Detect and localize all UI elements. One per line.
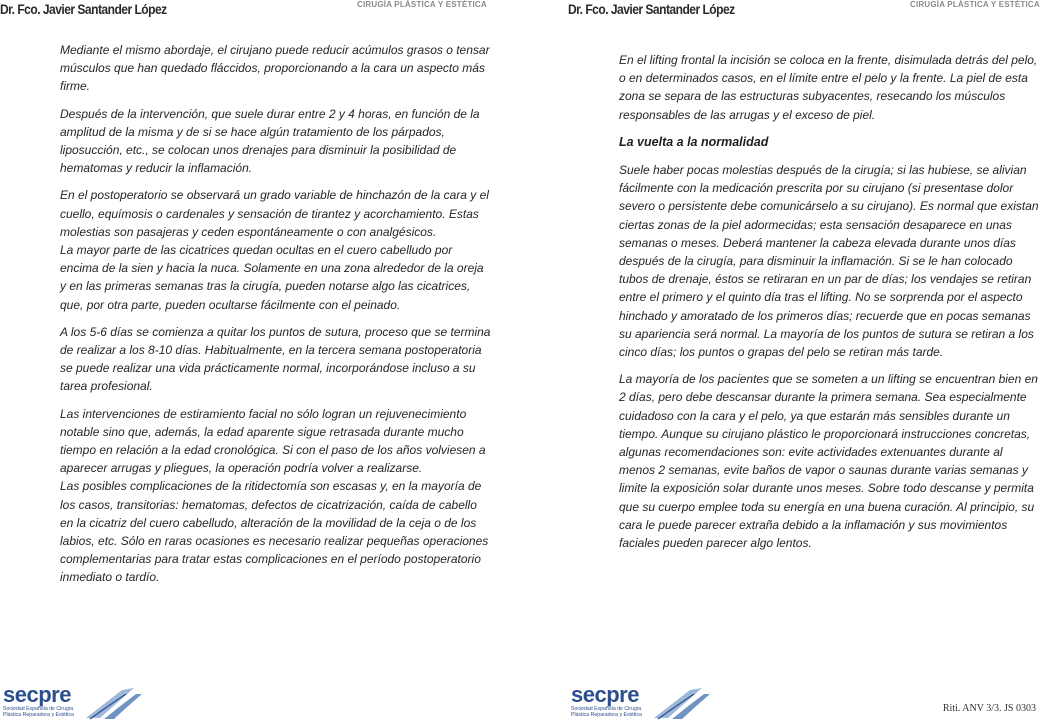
paragraph: Las posibles complicaciones de la ritidectomía son escasas y, en la mayoría de los casos, transitorias: hematomas, defectos de cicatrización, caída de cabello en la cicatriz del cuero cabelludo, alteración de la movilidad de la ceja o de los labios, etc. Sólo en raras ocasiones es necesario realizar pequeñas operaciones complementarias para tratar estas complicaciones en el período postoperatorio inmediato o tardío. [60, 479, 489, 585]
section-heading: La vuelta a la normalidad [619, 134, 769, 149]
paragraph: Mediante el mismo abordaje, el cirujano puede reducir acúmulos grasos o tensar músculos que han quedado fláccidos, proporcionando a la cara un aspecto más firme. [60, 43, 490, 94]
paragraph: En el postoperatorio se observará un grado variable de hinchazón de la cara y el cuello, equímosis o cardenales y sensación de tirantez y acorchamiento. Estas molestias son pasajeras y ceden espontáneamente o con analgésicos. [60, 188, 489, 239]
right-body-text [619, 51, 1040, 561]
paragraph: Suele haber pocas molestias después de la cirugía; si las hubiese, se alivian fácilmente con la medicación prescrita por su cirujano (si presentase dolor severo o persistente debe comunicárselo a su cirujano). Es normal que existan ciertas zonas de la piel adormecidas; esta sensación desaparece en unas semanas o meses. Deberá mantener la cabeza elevada durante unos días después de la cirugía, para disminuir la inflamación. Si se le han colocado tubos de drenaje, éstos se retiraran en un par de días; los vendajes se retiran entre el primero y el quinto día tras el lifting. No se sorprenda por el aspecto hinchado y amoratado de los primeros días; recuerde que en pocas semanas su apariencia será normal. La mayoría de los puntos de sutura se retiran a los cinco días; los puntos o grapas del pelo se retiran más tarde. [619, 163, 1039, 360]
secpre-logo-mark-icon [650, 686, 712, 720]
doctor-name: Dr. Fco. Javier Santander López [0, 1, 167, 17]
specialty-label: CIRUGÍA PLÁSTICA Y ESTÉTICA [357, 0, 487, 9]
document-reference: Riti. ANV 3/3. JS 0303 [942, 703, 1036, 714]
logo-subtitle: Plástica Reparadora y Estética [571, 712, 642, 718]
secpre-logo [568, 684, 708, 720]
secpre-logo-mark-icon [82, 686, 144, 720]
right-page [520, 0, 1040, 720]
doctor-name: Dr. Fco. Javier Santander López [568, 1, 735, 17]
paragraph: La mayor parte de las cicatrices quedan ocultas en el cuero cabelludo por encima de la sien y hacia la nuca. Solamente en una zona alrededor de la oreja y en las primeras semanas tras la cirugía, pueden notarse algo las cicatrices, que, por otra parte, pueden ocultarse fácilmente con el peinado. [60, 243, 484, 312]
left-body-text [60, 41, 492, 596]
specialty-label: CIRUGÍA PLÁSTICA Y ESTÉTICA [910, 0, 1040, 9]
paragraph: En el lifting frontal la incisión se coloca en la frente, disimulada detrás del pelo, o en determinados casos, en el límite entre el pelo y la frente. La piel de esta zona se separa de las estructuras subyacentes, resecando los músculos responsables de las arrugas y el exceso de piel. [619, 53, 1038, 122]
paragraph: A los 5-6 días se comienza a quitar los puntos de sutura, proceso que se termina de realizar a los 8-10 días. Habitualmente, en la tercera semana postoperatoria se puede realizar una vida prácticamente normal, incorporándose incluso a su tarea profesional. [60, 324, 491, 394]
logo-subtitle: Sociedad Española de Cirugía [3, 706, 74, 712]
logo-subtitle: Plástica Reparadora y Estética [3, 712, 74, 718]
paragraph: Las intervenciones de estiramiento facial no sólo logran un rejuvenecimiento notable sino que, además, la edad aparente sigue retrasada durante mucho tiempo en relación a la edad cronológica. Si con el paso de los años volviesen a aparecer arrugas y pliegues, la operación podría volver a realizarse. [60, 406, 486, 476]
logo-wordmark: secpre [3, 682, 71, 707]
logo-wordmark: secpre [571, 682, 639, 707]
secpre-logo [0, 684, 140, 720]
paragraph: Después de la intervención, que suele durar entre 2 y 4 horas, en función de la amplitud de la misma y de si se hace algún tratamiento de los párpados, liposucción, etc., se colocan unos drenajes para disminuir la posibilidad de hematomas y reducir la inflamación. [60, 106, 480, 176]
logo-subtitle: Sociedad Española de Cirugía [571, 706, 642, 712]
paragraph: La mayoría de los pacientes que se someten a un lifting se encuentran bien en 2 días, pero debe descansar durante la primera semana. Sea especialmente cuidadoso con la cara y el pelo, ya que estarán más sensibles durante un tiempo. Aunque su cirujano plástico le proporcionará instrucciones concretas, algunas recomendaciones son: evite actividades extenuantes durante al menos 2 semanas, evite baños de vapor o saunas durante varias semanas y limite la exposición solar durante unos meses. Sobre todo descanse y permita que su cuerpo emplee toda su energía en una buena curación. Al principio, su cara le puede parecer extraña debido a la inflamación y sus movimientos faciales pueden parecer algo lentos. [619, 372, 1038, 551]
